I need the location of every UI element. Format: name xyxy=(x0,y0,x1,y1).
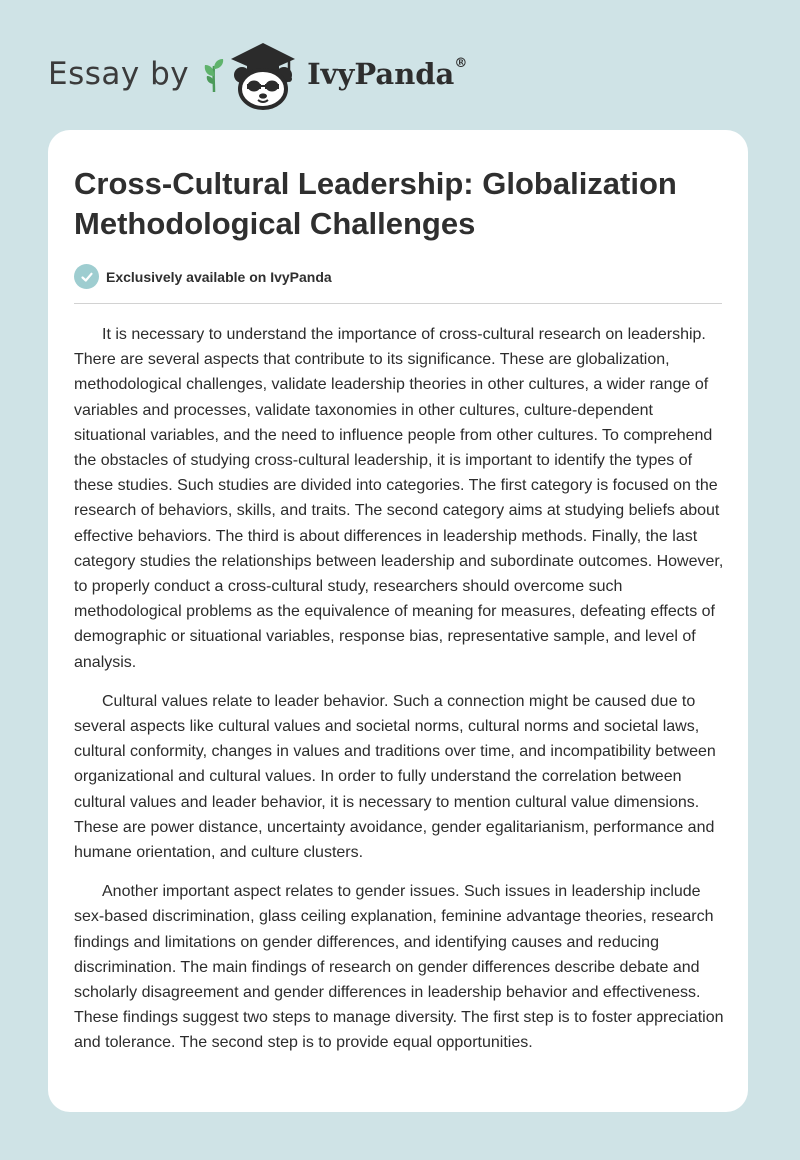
brand-name: IvyPanda® xyxy=(307,56,468,91)
exclusive-badge xyxy=(74,264,332,289)
essay-title: Cross-Cultural Leadership: Globalization Methodological Challenges xyxy=(74,166,677,241)
paragraph: It is necessary to understand the importance of cross-cultural research on leadership. There are several aspects that contribute to its significance. These are globalization, methodological challenges, validate leadership theories in other cultures, a wider range of variables and processes, validate taxonomies in other cultures, culture-dependent situational variables, and the need to influence people from other cultures. To comprehend the obstacles of studying cross-cultural leadership, it is important to identify the types of these studies. Such studies are divided into categories. The first category is focused on the research of behaviors, skills, and traits. The second category aims at studying beliefs about effective behaviors. The third is about differences in leadership methods. Finally, the last category studies the relationships between leadership and subordinate outcomes. However, to properly conduct a cross-cultural study, researchers should overcome such methodological problems as the equivalence of meaning for measures, defeating effects of demographic or situational variables, response bias, representative sample, and level of analysis. xyxy=(74,326,724,671)
panda-graduate-logo xyxy=(225,37,301,111)
essay-body xyxy=(74,322,724,1070)
check-icon xyxy=(74,264,99,289)
sprout-icon xyxy=(203,54,225,94)
paragraph: Another important aspect relates to gender issues. Such issues in leadership include sex-based discrimination, glass ceiling explanation, feminine advantage theories, research findings and limitations on gender differences, and identifying causes and reducing discrimination. The main findings of research on gender differences describe debate and scholarly disagreement and gender differences in leadership behavior and effectiveness. These findings suggest two steps to manage diversity. The first step is to foster appreciation and tolerance. The second step is to provide equal opportunities. xyxy=(74,883,724,1052)
registered-mark: ® xyxy=(454,56,468,72)
paragraph: Cultural values relate to leader behavior. Such a connection might be caused due to several aspects like cultural values and societal norms, cultural norms and societal laws, cultural conformity, changes in values and traditions over time, and incompatibility between organizational and cultural values. In order to fully understand the correlation between cultural values and leader behavior, it is necessary to mention cultural value dimensions. These are power distance, uncertainty avoidance, gender egalitarianism, performance and humane orientation, and culture clusters. xyxy=(74,692,716,862)
site-header xyxy=(48,36,752,112)
badge-label: Exclusively available on IvyPanda xyxy=(106,268,332,285)
divider xyxy=(74,303,722,304)
essay-by-label: Essay by xyxy=(48,56,190,92)
essay-card xyxy=(48,130,748,1112)
ivypanda-logo-link[interactable] xyxy=(203,37,467,111)
